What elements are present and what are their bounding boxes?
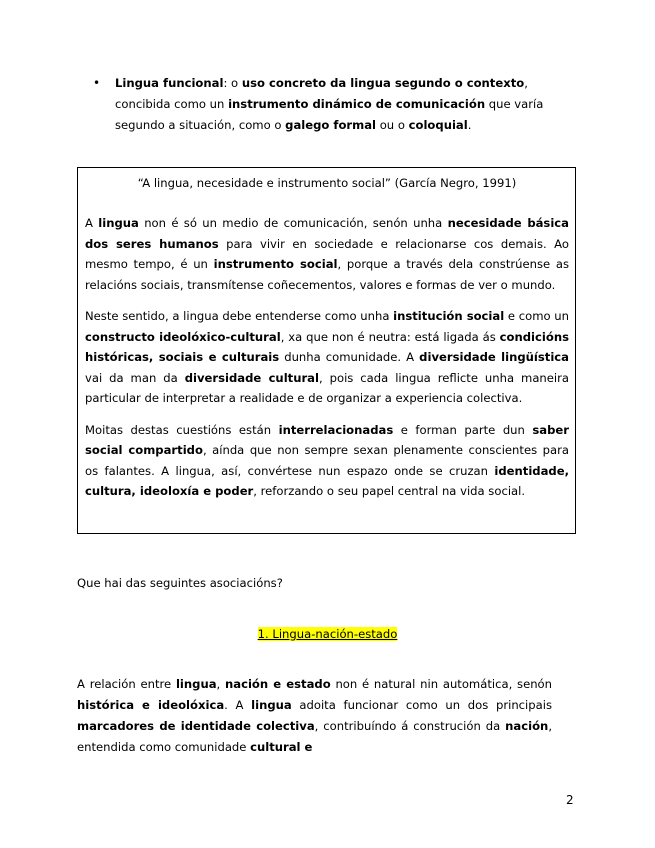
text-segment: . [467,118,472,132]
bold-text-segment: coloquial [408,118,468,132]
text-segment: , porque a través dela constrúense as relacións sociais, transmítense coñecementos, valores e formas de ver o mundo. [85,257,569,292]
text-segment: , entendida como comunidade [77,719,552,754]
text-segment: Neste sentido, a lingua debe entenderse como unha [85,309,394,323]
text-segment: dunha comunidade. A [279,350,420,364]
bold-text-segment: interrelacionadas [278,422,394,437]
text-segment: A relación entre [77,677,176,691]
bold-text-segment: identidade, cultura, ideoloxía e poder [85,463,569,498]
bold-text-segment: saber social compartido [85,422,569,457]
bold-text-segment: histórica e ideolóxica [77,698,225,712]
text-segment: adoita funcionar como un dos principais [291,698,552,712]
bold-text-segment: instrumento social [213,257,338,271]
bold-text-segment: lingua [98,216,139,230]
text-segment: , concibida como un [115,76,528,111]
text-segment: vai da man da [85,370,185,385]
question-text: Que hai das seguintes asociacións? [77,576,283,590]
bold-text-segment: institución social [393,309,505,323]
bold-text-segment: diversidade lingüística [419,350,569,364]
quote-paragraph-2 [85,306,569,409]
page-number: 2 [566,793,574,807]
bold-text-segment: necesidade básica dos seres humanos [85,216,570,251]
bold-text-segment: marcadores de identidade colectiva [77,719,315,733]
bullet-marker: • [93,76,101,90]
bold-text-segment: instrumento dinámico de comunicación [228,97,486,111]
body-paragraph [77,674,552,758]
text-segment: : o [223,76,242,90]
bold-text-segment: lingua [175,677,217,691]
bullet-item-lingua-funcional [93,73,586,136]
text-segment: , aínda que non sempre sexan plenamente conscientes para os falantes. A lingua, así, convértese nun espazo onde se cruzan [85,443,569,478]
bullet-text [115,73,586,136]
text-segment: . A [224,698,252,712]
text-segment: , [216,677,225,691]
quote-title: “A lingua, necesidade e instrumento social” (García Negro, 1991) [137,176,517,190]
text-segment: non é só un medio de comunicación, senón unha [138,216,448,230]
quote-paragraph-3 [85,420,569,502]
text-segment: , contribuíndo á construción da [314,719,506,733]
bold-text-segment: uso concreto da lingua segundo o contexto [241,76,525,90]
bold-text-segment: cultural e [250,740,313,754]
text-segment: non é natural nin automática, senón [330,677,552,691]
text-segment: Moitas destas cuestións están [85,422,279,437]
text-segment: e forman parte dun [393,422,533,437]
bold-text-segment: lingua [251,698,292,712]
bold-text-segment: condicións históricas, sociais e culturais [85,329,569,364]
text-segment: , xa que non é neutra: está ligada ás [280,329,500,344]
quote-paragraph-1 [85,213,569,295]
bold-text-segment: diversidade cultural [184,370,319,385]
text-segment: para vivir en sociedade e relacionarse cos demais. Ao mesmo tempo, é un [85,236,569,271]
section-heading [0,626,655,642]
text-segment: que varía segundo a situación, como o [115,97,544,132]
section-heading-text: 1. Lingua-nación-estado [257,627,398,641]
text-segment: e como un [504,309,569,323]
text-segment: A [85,216,99,230]
bold-text-segment: nación e estado [225,677,331,691]
text-segment: , pois cada lingua reflicte unha maneira particular de interpretar a realidade e de organizar a experiencia colectiva. [85,370,569,405]
text-segment: ou o [376,118,409,132]
text-segment: , reforzando o seu papel central na vida social. [253,484,526,498]
bold-text-segment: nación [505,719,549,733]
quote-box [77,167,576,534]
bold-text-segment: constructo ideolóxico-cultural [85,329,281,344]
bold-text-segment: galego formal [285,118,377,132]
bold-text-segment: Lingua funcional [115,76,224,90]
